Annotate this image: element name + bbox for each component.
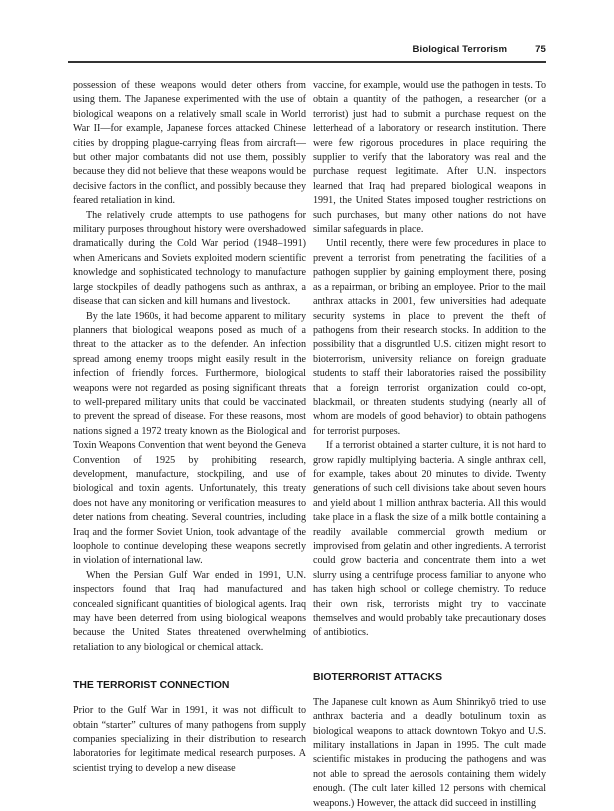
running-header-title: Biological Terrorism (412, 44, 508, 55)
paragraph: Until recently, there were few procedures in place to prevent a terrorist from penetrating the facilities of a pathogen supplier by gaining employment there, posing as a repairman, or bribing an employee. Prior to the mail anthrax attacks in 2001, few universities had adequate security systems in place to prevent the theft of pathogens from their research stocks. In addition to the possibility that a disgruntled U.S. citizen might resort to bioterrorism, university reliance on foreign graduate students to staff their laboratories raised the possibility that a foreign terrorist organization could co-opt, blackmail, or threaten students studying (nearly all of whom are models of good behavior) to obtain pathogens for terrorist purposes. (313, 238, 546, 437)
running-header (68, 44, 546, 55)
paragraph: When the Persian Gulf War ended in 1991, U.N. inspectors found that Iraq had manufactured and concealed significant quantities of biological agents. Iraq may have been deterred from using biological weapons because the United States threatened overwhelming retaliation to any biological or chemical attack. (73, 569, 306, 653)
paragraph: The relatively crude attempts to use pathogens for military purposes throughout history were overshadowed dramatically during the Cold War period (1948–1991) when Americans and Soviets exploited modern scientific knowledge and sophisticated technology to manufacture large stockpiles of deadly pathogens such as anthrax, a disease that can sicken and kill humans and livestock. (73, 209, 306, 308)
paragraph: vaccine, for example, would use the pathogen in tests. To obtain a quantity of the pathogen, a researcher (or a terrorist) just had to submit a purchase request on the letterhead of a laboratory or research institution. There were few rigorous procedures in place requiring the supplier to verify that the laboratory was real and the purchase request legitimate. After U.N. inspectors learned that Iraq had prepared biological weapons in 1991, the United States imposed tougher restrictions on such purchases, but many other nations do not have similar safeguards in place. (313, 80, 546, 236)
section-heading: THE TERRORIST CONNECTION (73, 680, 230, 692)
right-column (313, 79, 546, 811)
paragraph: possession of these weapons would deter others from using them. The Japanese experimented with the use of biological weapons on a relatively small scale in World War II—for example, Japanese forces attacked Chinese cities by dropping plague-carrying fleas from aircraft—but other major combatants did not use them, possibly because they did not believe that these weapons would be decisive factors in the conflict, and possibly because they feared retaliation in kind. (73, 80, 306, 207)
paragraph: The Japanese cult known as Aum Shinrikyō tried to use anthrax bacteria and a deadly botulinum toxin as biological weapons to attack downtown Tokyo and U.S. military installations in Japan in 1995. The cult made scientific mistakes in producing the pathogens and was not able to spread the aerosols containing them widely enough. (The cult later killed 12 persons with chemical weapons.) However, the attack did succeed in instilling (313, 696, 546, 809)
paragraph: By the late 1960s, it had become apparent to military planners that biological weapons posed as much of a threat to the attacker as to the defender. An infection spread among enemy troops might easily result in the infection of friendly forces. Furthermore, biological weapons were not regarded as posing significant threats to well-prepared military units that could be vaccinated to prevent the spread of disease. For these reasons, most nations signed a 1972 treaty known as the Biological and Toxin Weapons Convention that went beyond the Geneva Convention of 1925 by prohibiting research, development, manufacture, stockpiling, and use of biological and toxin agents. Unfortunately, this treaty does not have any monitoring or verification measures to deter nations from cheating. Several countries, including Iraq and the former Soviet Union, took advantage of the loophole to continue developing these weapons secretly in violation of international law. (73, 310, 306, 567)
section-heading: BIOTERRORIST ATTACKS (313, 671, 443, 683)
header-rule (68, 61, 546, 63)
left-column (73, 79, 306, 776)
paragraph: If a terrorist obtained a starter culture, it is not hard to grow rapidly multiplying bacteria. A single anthrax cell, for example, takes about 20 minutes to divide. Twenty generations of such cell divisions take about seven hours and yield about 1 million anthrax bacteria. All this would take place in a flask the size of a milk bottle containing a readily available commercial growth medium or improvised from gelatin and other ingredients. A terrorist could grow bacteria and concentrate them into a wet slurry using a centrifuge process familiar to anyone who has taken high school or college chemistry. To reduce their own risk, terrorists might try to vaccinate themselves and would probably take precautionary doses of antibiotics. (313, 440, 546, 639)
paragraph: Prior to the Gulf War in 1991, it was not difficult to obtain “starter” cultures of many pathogens from supply companies specializing in their distribution to research laboratories for legitimate medical research purposes. A scientist trying to develop a new disease (73, 705, 306, 774)
page-number: 75 (535, 44, 546, 55)
